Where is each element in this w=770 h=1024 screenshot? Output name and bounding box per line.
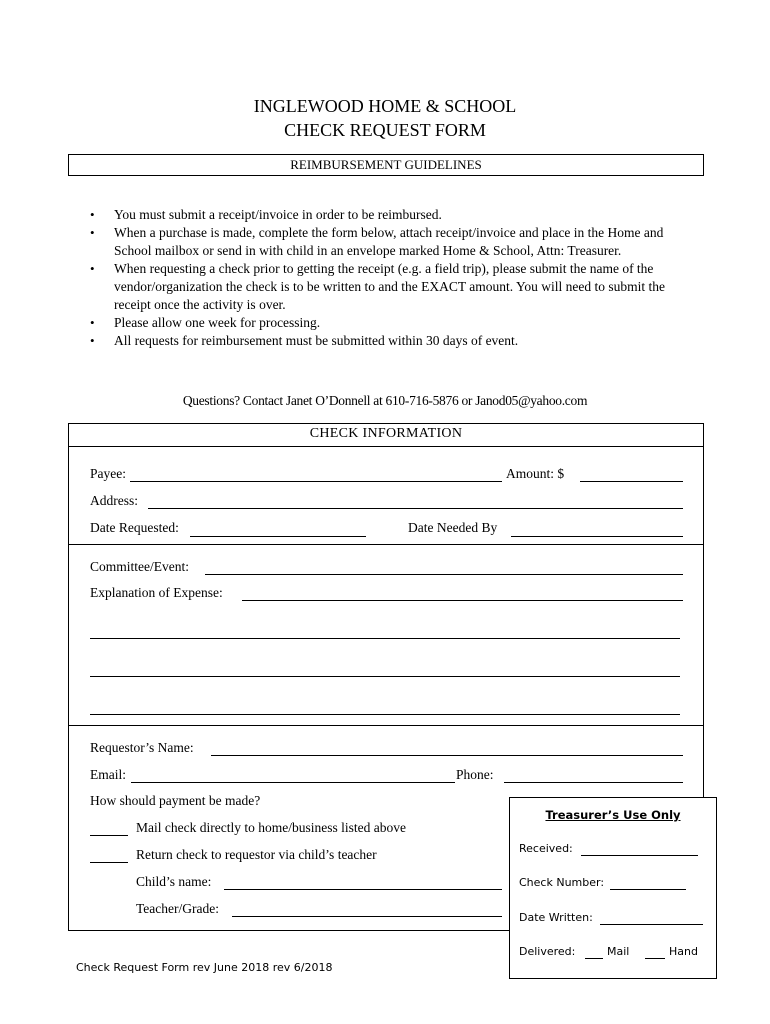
received-label: Received: (519, 842, 573, 855)
form-title-line1: INGLEWOOD HOME & SCHOOL (253, 96, 517, 116)
guideline-item: • You must submit a receipt/invoice in order to be reimbursed. (90, 206, 690, 224)
mail-check-option-blank[interactable] (90, 835, 128, 836)
delivered-hand-label: Hand (669, 945, 698, 958)
section-divider (68, 544, 704, 545)
guideline-item: • All requests for reimbursement must be submitted within 30 days of event. (90, 332, 690, 350)
child-name-label: Child’s name: (136, 874, 212, 889)
guideline-item: • Please allow one week for processing. (90, 314, 690, 332)
guidelines-list (90, 206, 690, 350)
email-field[interactable] (131, 782, 455, 783)
explanation-field[interactable] (242, 600, 683, 601)
guideline-item: • When requesting a check prior to getting the receipt (e.g. a field trip), please submit the name of the vendor/organization the check is to be written to and the EXACT amount. You will need to submit the receipt once the activity is over. (90, 260, 690, 314)
check-info-header-divider (68, 446, 704, 447)
payee-label: Payee: (90, 466, 126, 481)
check-info-heading: CHECK INFORMATION (309, 426, 463, 441)
phone-label: Phone: (456, 767, 494, 782)
mail-check-option-label: Mail check directly to home/business listed above (136, 820, 406, 835)
address-field[interactable] (148, 508, 683, 509)
return-check-option-label: Return check to requestor via child’s teacher (136, 847, 377, 862)
date-requested-label: Date Requested: (90, 520, 179, 535)
requestor-name-field[interactable] (211, 755, 683, 756)
teacher-grade-field[interactable] (232, 916, 502, 917)
guidelines-heading: REIMBURSEMENT GUIDELINES (68, 154, 704, 176)
check-number-label: Check Number: (519, 876, 605, 889)
delivered-mail-label: Mail (607, 945, 630, 958)
payee-field[interactable] (130, 481, 502, 482)
phone-field[interactable] (504, 782, 683, 783)
date-written-label: Date Written: (519, 911, 593, 924)
delivered-mail-blank[interactable] (585, 958, 603, 959)
form-title-line2: CHECK REQUEST FORM (284, 120, 486, 140)
explanation-line[interactable] (90, 638, 680, 639)
footer-revision: Check Request Form rev June 2018 rev 6/2018 (76, 961, 333, 974)
committee-label: Committee/Event: (90, 559, 189, 574)
explanation-label: Explanation of Expense: (90, 585, 223, 600)
section-divider (68, 725, 704, 726)
requestor-name-label: Requestor’s Name: (90, 740, 194, 755)
address-label: Address: (90, 493, 138, 508)
delivered-label: Delivered: (519, 945, 576, 958)
amount-label: Amount: $ (506, 466, 565, 481)
questions-contact: Questions? Contact Janet O’Donnell at 610-716-5876 or Janod05@yahoo.com (182, 393, 588, 408)
payment-question: How should payment be made? (90, 793, 261, 808)
date-requested-field[interactable] (190, 536, 366, 537)
delivered-hand-blank[interactable] (645, 958, 665, 959)
amount-field[interactable] (580, 481, 683, 482)
check-number-field[interactable] (610, 889, 686, 890)
child-name-field[interactable] (224, 889, 502, 890)
treasurer-use-box (509, 797, 717, 979)
email-label: Email: (90, 767, 126, 782)
date-needed-field[interactable] (511, 536, 683, 537)
explanation-line[interactable] (90, 676, 680, 677)
committee-field[interactable] (205, 574, 683, 575)
return-check-option-blank[interactable] (90, 862, 128, 863)
date-needed-label: Date Needed By (408, 520, 498, 535)
received-field[interactable] (581, 855, 698, 856)
guideline-item: • When a purchase is made, complete the form below, attach receipt/invoice and place in the Home and School mailbox or send in with child in an envelope marked Home & School, Attn: Treasurer. (90, 224, 690, 260)
teacher-grade-label: Teacher/Grade: (136, 901, 219, 916)
date-written-field[interactable] (600, 924, 703, 925)
treasurer-heading: Treasurer’s Use Only (545, 808, 681, 822)
explanation-line[interactable] (90, 714, 680, 715)
